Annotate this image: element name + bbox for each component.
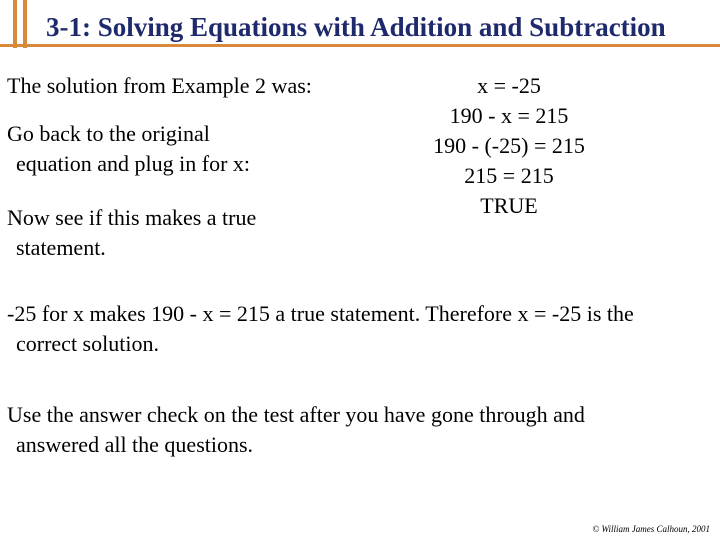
conclusion-line2: correct solution. (16, 331, 159, 356)
conclusion-text (7, 299, 634, 359)
equation-line: 190 - (-25) = 215 (433, 133, 585, 158)
decor-bar-vertical-2 (23, 0, 27, 48)
instruction-check-true-line1: Now see if this makes a true (7, 205, 257, 230)
equation-line: x = -25 (477, 73, 541, 98)
copyright-notice: © William James Calhoun, 2001 (592, 524, 710, 534)
instruction-go-back-line2: equation and plug in for x: (16, 151, 251, 176)
equation-check-block (418, 71, 600, 221)
decor-bar-horizontal (0, 44, 720, 47)
conclusion-line1: -25 for x makes 190 - x = 215 a true statement. Therefore x = -25 is the (7, 301, 634, 326)
instruction-go-back-line1: Go back to the original (7, 121, 210, 146)
equation-line: 190 - x = 215 (449, 103, 569, 128)
slide-title: 3-1: Solving Equations with Addition and Subtraction (46, 12, 666, 42)
instruction-check-true-line2: statement. (16, 235, 106, 260)
advice-line1: Use the answer check on the test after you have gone through and (7, 402, 585, 427)
advice-text (7, 400, 585, 460)
decor-bar-vertical-1 (13, 0, 17, 48)
solution-intro: The solution from Example 2 was: (7, 73, 312, 98)
equation-line: 215 = 215 (464, 163, 554, 188)
instruction-go-back (7, 119, 250, 179)
equation-result: TRUE (480, 193, 538, 218)
advice-line2: answered all the questions. (16, 432, 254, 457)
instruction-check-true (7, 203, 256, 263)
